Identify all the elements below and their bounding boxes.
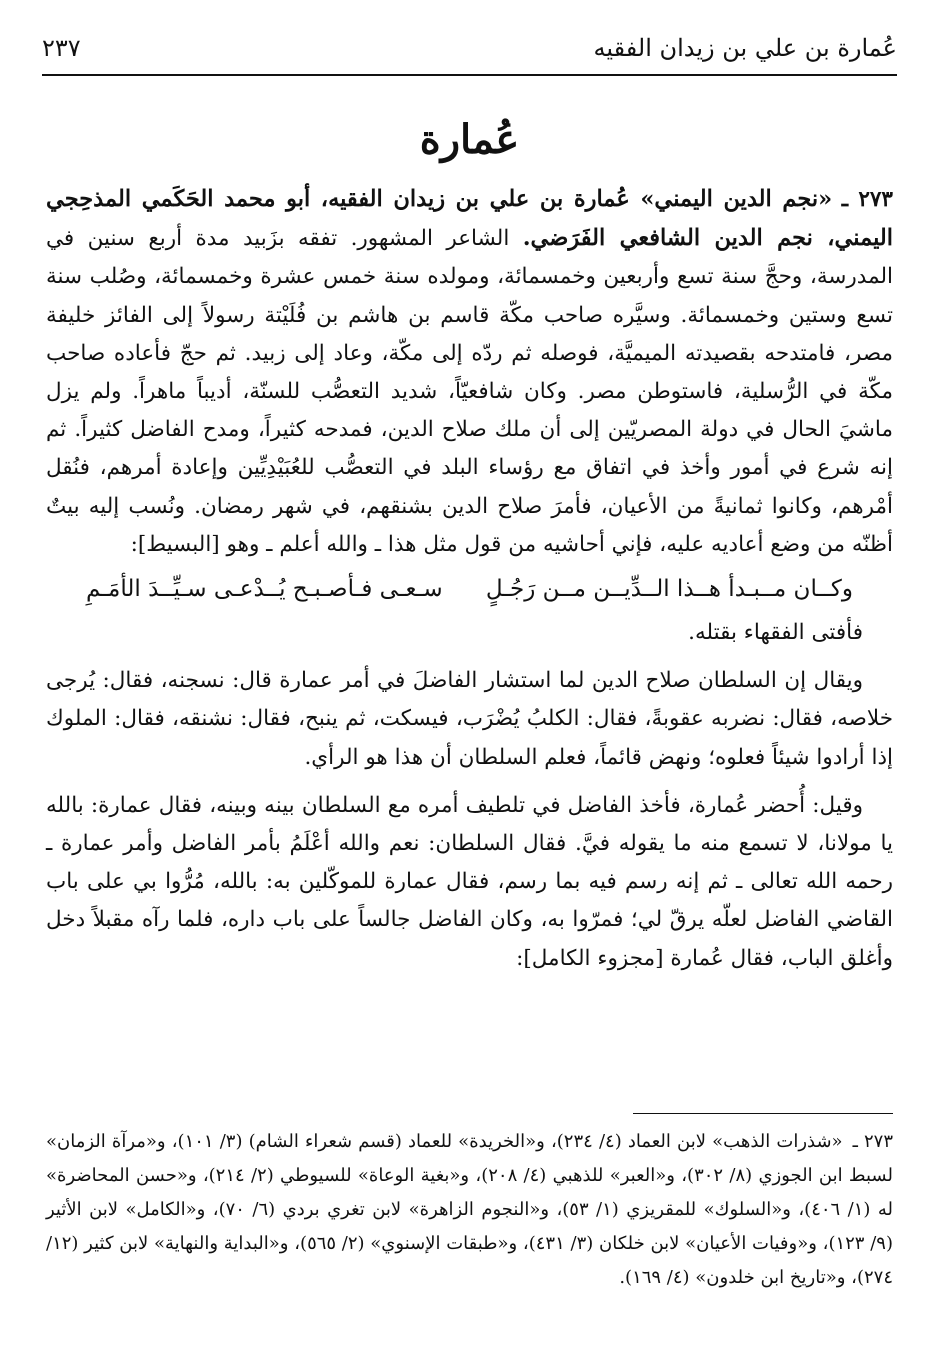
entry-text: الشاعر المشهور. تفقه بزَبيد مدة أربع سنين في المدرسة، وحجَّ سنة تسع وأربعين وخمسمائة، ومولده سنة خمس عشرة وخمسمائة، وصُلب سنة تسع وستين وخمسمائة. وسيَّره صاحب مكّة قاسم بن هاشم بن فُلَيْتة رسولاً إلى الفائز خليفة مصر، فامتدحه بقصيدته الميميَّة، فوصله ثم ردّه إلى مكّة، وعاد إلى زبيد. ثم حجّ فأعاده صاحب مكّة في الرُّسلية، فاستوطن مصر. وكان شافعيّاً، شديد التعصُّب للسنّة، أديباً ماهراً. ولم يزل ماشيَ الحال في دولة المصريّين إلى أن ملك صلاح الدين، فمدحه كثيراً، ومدح الفاضل كثيراً. ثم إنه شرع في أمور وأخذ في اتفاق مع رؤساء البلد في التعصُّب للعُبَيْدِيِّين وإعادة أمرهم، فنُقل أمْرهم، وكانوا ثمانيةً من الأعيان، فأمرَ صلاح الدين بشنقهم، في شهر رمضان. ونُسب إليه بيتٌ أظنّه من وضع أعاديه عليه، فإني أحاشيه من قول مثل هذا ـ والله أعلم ـ وهو [البسيط]: — [46, 226, 893, 557]
section-title: عُمارة — [419, 116, 520, 163]
verse-second-hemistich: سـعـى فـأصـبـح يُــدْعـى سـيِّــدَ الأمَـمِ — [86, 576, 443, 603]
main-text — [46, 180, 893, 978]
footnote-paragraph — [46, 1125, 893, 1295]
paragraph-sultan-consult: ويقال إن السلطان صلاح الدين لما استشار الفاضلَ في أمر عمارة قال: نسجنه، فقال: يُرجى خلاصه، فقال: نضربه عقوبةً، فقال: الكلبُ يُضْرَب، فيسكت، ثم ينبح، فقال: نشنقه، فقال: الملوك إذا أرادوا شيئاً فعلوه؛ ونهض قائماً، فعلم السلطان أن هذا هو الرأي. — [46, 668, 893, 770]
running-title: عُمارة بن علي بن زيدان الفقيه — [593, 34, 897, 62]
footnote-divider — [633, 1113, 893, 1114]
after-verse-text: فأفتى الفقهاء بقتله. — [688, 620, 863, 646]
footnote-number: ٢٧٣ ـ — [852, 1131, 893, 1152]
entry-number: ٢٧٣ ـ — [841, 187, 893, 212]
footnote — [46, 1125, 893, 1295]
page-number: ٢٣٧ — [42, 34, 81, 62]
page-header — [42, 30, 897, 76]
verse-first-hemistich: وكــان مــبـدأ هــذا الــدِّيــن مــن رَجُـلٍ — [485, 576, 853, 603]
biography-entry — [46, 180, 893, 564]
paragraph-umara-brought: وقيل: أُحضر عُمارة، فأخذ الفاضل في تلطيف أمره مع السلطان بينه وبينه، فقال عمارة: بالله يا مولانا، لا تسمع منه ما يقوله فيَّ. فقال السلطان: نعم والله أعْلَمُ بأمر الفاضل وأمر عمارة ـ رحمه الله تعالى ـ ثم إنه رسم فيه بما رسم، فقال عمارة للموكّلين به: بالله، مُرُّوا بي على باب القاضي الفاضل لعلّه يرقّ لي؛ فمرّوا به، وكان الفاضل جالساً على باب داره، فلما رآه مقبلاً دخل وأغلق الباب، فقال عُمارة [مجزوء الكامل]: — [46, 792, 893, 971]
footnote-text: «شذرات الذهب» لابن العماد (٤/ ٢٣٤)، و«الخريدة» للعماد (قسم شعراء الشام) (٣/ ١٠١)، و«مرآة الزمان» لسبط ابن الجوزي (٨/ ٣٠٢)، و«العبر» للذهبي (٤/ ٢٠٨)، و«بغية الوعاة» للسيوطي (٢/ ٢١٤)، و«حسن المحاضرة» له (١/ ٤٠٦)، و«السلوك» للمقريزي (١/ ٥٣)، و«النجوم الزاهرة» لابن تغري بردي (٦/ ٧٠)، و«الكامل» لابن الأثير (٩/ ١٢٣)، و«وفيات الأعيان» لابن خلكان (٣/ ٤٣١)، و«طبقات الإسنوي» (٢/ ٥٦٥)، و«البداية والنهاية» لابن كثير (١٢/ ٢٧٤)، و«تاريخ ابن خلدون» (٤/ ١٦٩). — [46, 1131, 893, 1288]
entry-paragraph — [46, 180, 893, 564]
verse-line — [46, 570, 893, 610]
entry-heading: «نجم الدين اليمني» عُمارة بن علي بن زيدان الفقيه، أبو محمد الحَكَمي المذحِجي اليمني، نجم الدين الشافعي الفَرَضي. — [46, 186, 893, 252]
